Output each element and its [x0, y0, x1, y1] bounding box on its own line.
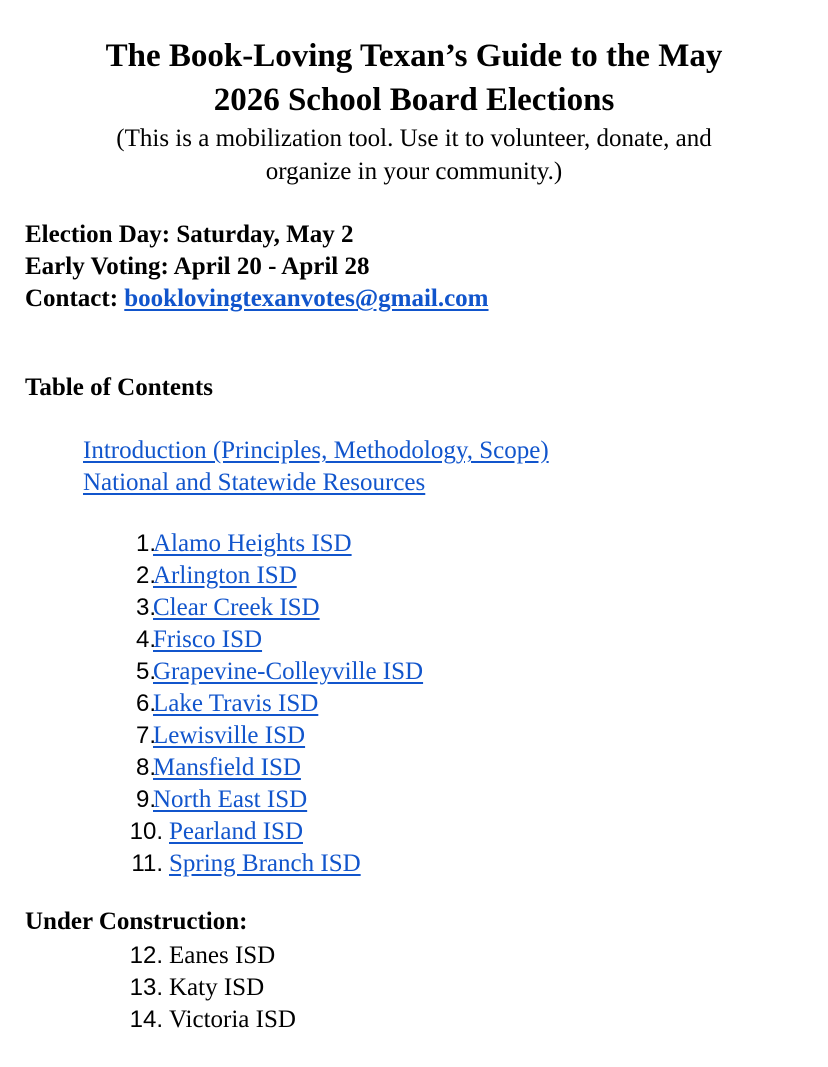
list-number: 6.	[135, 690, 156, 717]
subtitle-line-1: (This is a mobilization tool. Use it to volunteer, donate, and	[116, 125, 712, 152]
list-number: 12.	[129, 942, 163, 969]
toc-link-district[interactable]: North East ISD	[153, 786, 308, 813]
toc-link-district[interactable]: Arlington ISD	[153, 562, 297, 589]
list-item	[0, 560, 828, 592]
list-number: 4.	[135, 626, 156, 653]
list-number: 3.	[135, 594, 156, 621]
toc-link-district[interactable]: Mansfield ISD	[153, 754, 301, 781]
early-voting: Early Voting: April 20 - April 28	[25, 253, 370, 280]
list-item	[0, 972, 828, 1004]
toc-link-district[interactable]: Clear Creek ISD	[153, 594, 320, 621]
contact-label: Contact:	[25, 285, 119, 312]
contact-line	[25, 283, 489, 314]
list-number: 1.	[135, 530, 156, 557]
list-number: 14.	[129, 1006, 163, 1033]
list-number: 9.	[135, 786, 156, 813]
list-number: 13.	[129, 974, 163, 1001]
toc-link-district[interactable]: Pearland ISD	[169, 818, 303, 845]
list-number: 8.	[135, 754, 156, 781]
list-item	[0, 784, 828, 816]
toc-link-district[interactable]: Spring Branch ISD	[169, 850, 361, 877]
toc-link-district[interactable]: Grapevine-Colleyville ISD	[153, 658, 424, 685]
toc-link-district[interactable]: Lewisville ISD	[153, 722, 306, 749]
list-number: 10.	[129, 818, 163, 845]
list-number: 2.	[135, 562, 156, 589]
page-title-line-1: The Book-Loving Texan’s Guide to the May	[105, 38, 723, 74]
list-item	[0, 688, 828, 720]
contact-email-link[interactable]: booklovingtexanvotes@gmail.com	[124, 285, 489, 312]
district-name: Victoria ISD	[169, 1006, 296, 1033]
district-name: Katy ISD	[169, 974, 265, 1001]
district-name: Eanes ISD	[169, 942, 276, 969]
toc-link-district[interactable]: Frisco ISD	[153, 626, 263, 653]
list-item	[0, 848, 828, 880]
list-item	[0, 752, 828, 784]
list-number: 5.	[135, 658, 156, 685]
list-item	[0, 816, 828, 848]
list-item	[0, 656, 828, 688]
under-construction-heading: Under Construction:	[25, 908, 248, 935]
toc-link-resources[interactable]: National and Statewide Resources	[83, 469, 426, 496]
toc-heading: Table of Contents	[25, 374, 213, 401]
toc-link-introduction[interactable]: Introduction (Principles, Methodology, Scope)	[83, 437, 549, 464]
list-item	[0, 528, 828, 560]
toc-link-district[interactable]: Alamo Heights ISD	[153, 530, 352, 557]
list-number: 7.	[135, 722, 156, 749]
subtitle-line-2: organize in your community.)	[265, 158, 563, 185]
page-title-line-2: 2026 School Board Elections	[213, 82, 615, 118]
list-item	[0, 940, 828, 972]
list-item	[0, 1004, 828, 1036]
election-day: Election Day: Saturday, May 2	[25, 221, 354, 248]
list-item	[0, 592, 828, 624]
list-item	[0, 720, 828, 752]
list-item	[0, 624, 828, 656]
list-number: 11.	[131, 850, 163, 877]
toc-link-district[interactable]: Lake Travis ISD	[153, 690, 319, 717]
